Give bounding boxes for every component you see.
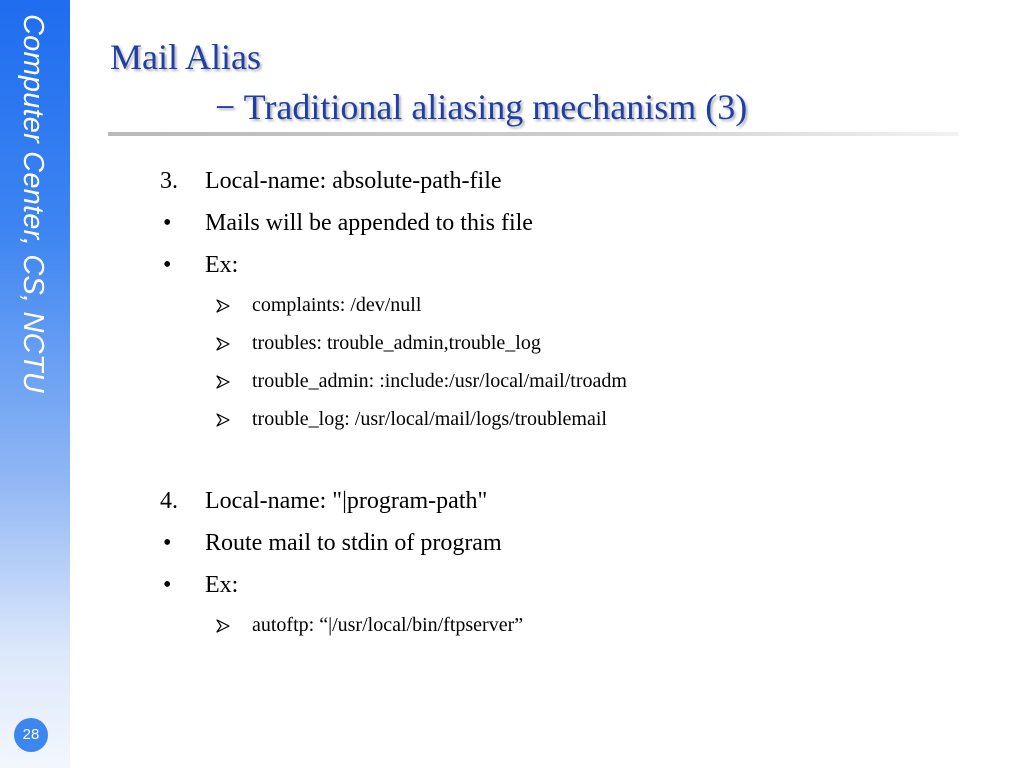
slide-title: Mail Alias bbox=[110, 37, 261, 77]
list-item-text: Ex: bbox=[205, 572, 239, 598]
list-subitem-text: trouble_log: /usr/local/mail/logs/troublemail bbox=[252, 408, 607, 430]
arrow-bullet-icon bbox=[215, 374, 231, 390]
list-item-text: Route mail to stdin of program bbox=[205, 530, 502, 556]
bullet-icon: • bbox=[163, 530, 172, 556]
bullet-icon: • bbox=[163, 572, 172, 598]
list-item-text: Local-name: absolute-path-file bbox=[205, 168, 502, 194]
page-number-badge: 28 bbox=[14, 718, 48, 752]
bullet-icon: • bbox=[163, 252, 172, 278]
slide-subtitle: − Traditional aliasing mechanism (3) bbox=[215, 87, 748, 127]
arrow-bullet-icon bbox=[215, 298, 231, 314]
list-item-text: Mails will be appended to this file bbox=[205, 210, 533, 236]
list-subitem-text: trouble_admin: :include:/usr/local/mail/troadm bbox=[252, 370, 627, 392]
list-number: 4. bbox=[160, 488, 178, 514]
arrow-bullet-icon bbox=[215, 336, 231, 352]
list-item-text: Ex: bbox=[205, 252, 239, 278]
list-subitem-text: troubles: trouble_admin,trouble_log bbox=[252, 332, 541, 354]
list-subitem-text: autoftp: “|/usr/local/bin/ftpserver” bbox=[252, 614, 524, 636]
sidebar-label: Computer Center, CS, NCTU bbox=[17, 14, 49, 393]
bullet-icon: • bbox=[163, 210, 172, 236]
list-number: 3. bbox=[160, 168, 178, 194]
list-subitem-text: complaints: /dev/null bbox=[252, 294, 422, 316]
arrow-bullet-icon bbox=[215, 412, 231, 428]
list-item-text: Local-name: "|program-path" bbox=[205, 488, 488, 514]
arrow-bullet-icon bbox=[215, 618, 231, 634]
